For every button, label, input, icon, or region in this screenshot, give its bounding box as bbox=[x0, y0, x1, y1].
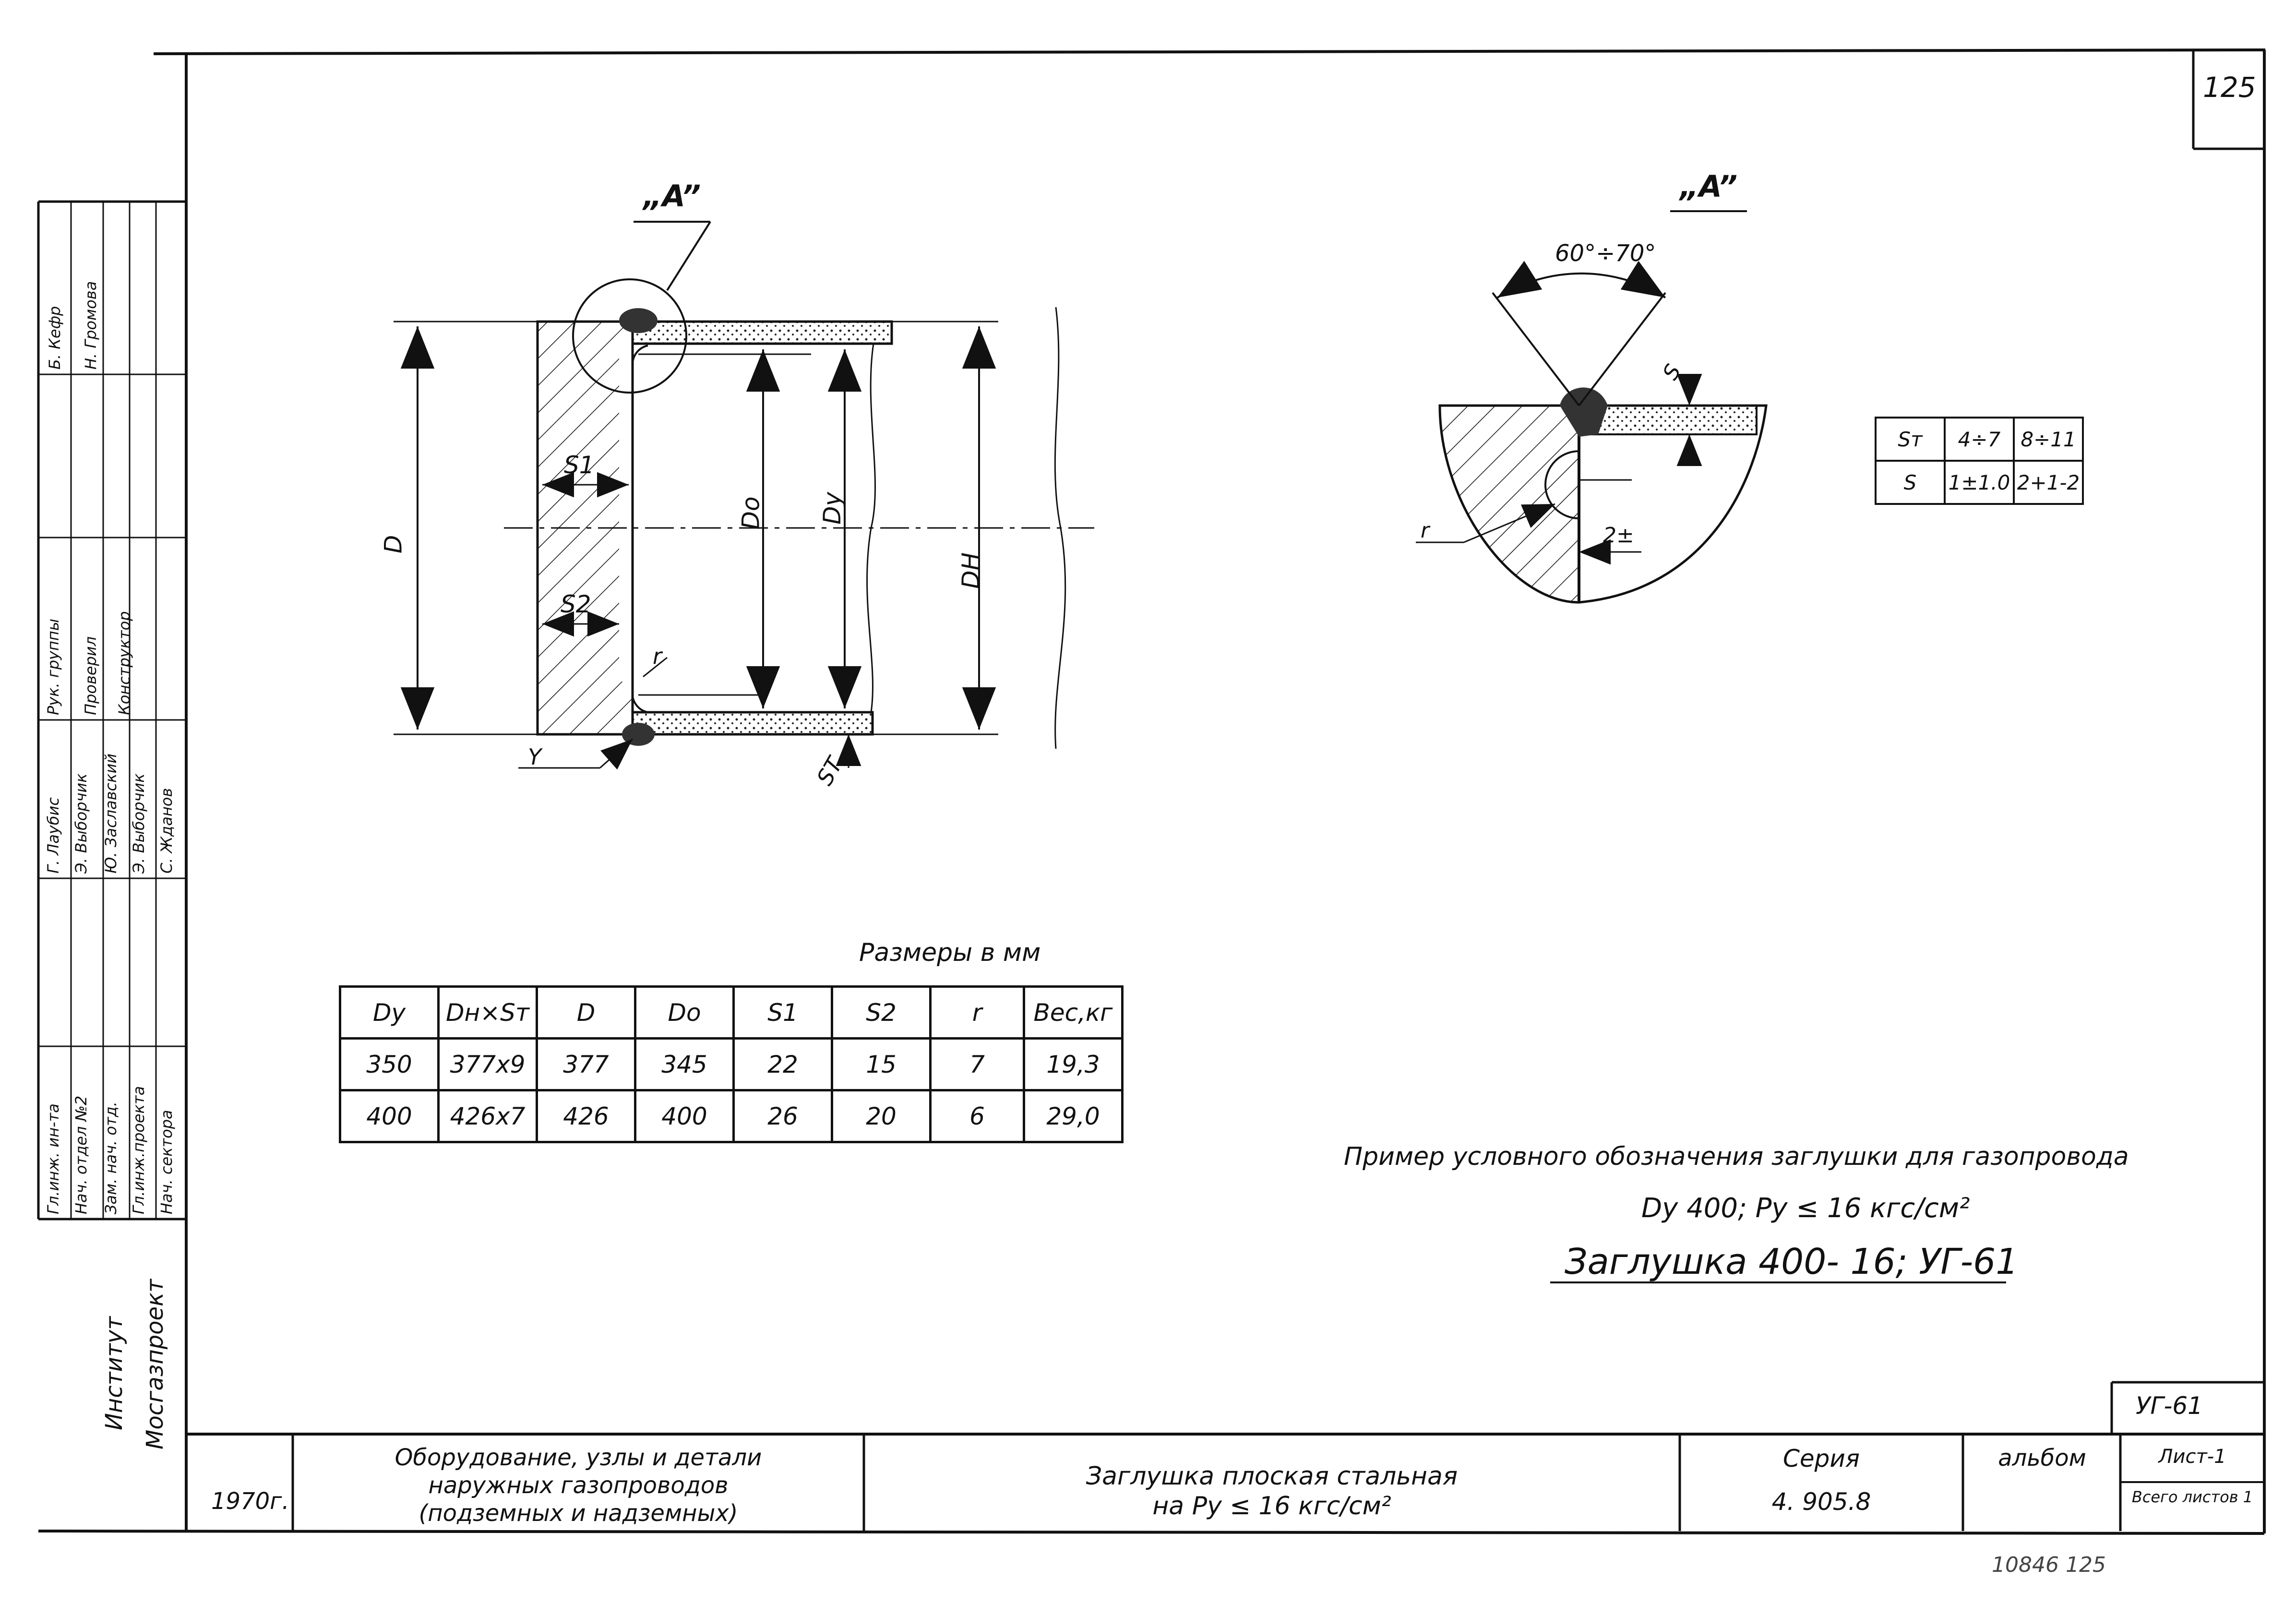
dim-st: ST bbox=[811, 753, 848, 790]
drawing-code: УГ-61 bbox=[2136, 1392, 2203, 1420]
column-header: r bbox=[931, 987, 1024, 1039]
table-row bbox=[340, 1090, 1123, 1142]
column-header: Do bbox=[635, 987, 734, 1039]
stamp-person: Г. Лаубис bbox=[44, 797, 62, 874]
table-row bbox=[340, 1039, 1123, 1090]
subject-line: наружных газопроводов bbox=[428, 1472, 729, 1499]
column-header: Вес,кг bbox=[1024, 987, 1123, 1039]
detail-dim-s: S bbox=[1658, 360, 1686, 384]
groove-angle-label: 60°÷70° bbox=[1555, 240, 1656, 267]
table-cell: 29,0 bbox=[1024, 1090, 1123, 1142]
detail-dim-r: r bbox=[1421, 518, 1430, 543]
table-cell: 345 bbox=[635, 1039, 734, 1090]
title-subject bbox=[298, 1444, 859, 1527]
detail-a-callout: „A” bbox=[643, 179, 701, 214]
title-year: 1970г. bbox=[211, 1488, 289, 1515]
table-cell: S bbox=[1876, 461, 1945, 504]
stamp-role: Нач. сектора bbox=[157, 1110, 176, 1214]
example-caption: Пример условного обозначения заглушки для газопровода bbox=[1344, 1142, 2129, 1171]
title-main bbox=[869, 1461, 1675, 1521]
stamp-person: Ю. Заславский bbox=[102, 753, 120, 874]
table-cell: 6 bbox=[931, 1090, 1024, 1142]
stamp-role: Гл.инж. ин-та bbox=[44, 1103, 62, 1214]
dim-dy: Dy bbox=[818, 491, 847, 525]
stamp-role: Проверил bbox=[82, 636, 100, 715]
dim-s2: S2 bbox=[561, 590, 591, 618]
table-cell: 7 bbox=[931, 1039, 1024, 1090]
example-designation: Заглушка 400- 16; УГ-61 bbox=[1565, 1241, 2019, 1282]
table-cell: 426 bbox=[537, 1090, 635, 1142]
subject-line: Оборудование, узлы и детали bbox=[395, 1444, 762, 1471]
stamp-role: Нач. отдел №2 bbox=[72, 1095, 90, 1214]
table-cell: 4÷7 bbox=[1945, 418, 2014, 461]
detail-a-view bbox=[1416, 211, 1766, 602]
sizes-note: Размеры в мм bbox=[859, 938, 1041, 967]
table-row bbox=[1876, 461, 2083, 504]
dim-dh: DH bbox=[957, 552, 985, 589]
example-params: Dy 400; Py ≤ 16 кгс/см² bbox=[1641, 1193, 1970, 1224]
series-value: 4. 905.8 bbox=[1771, 1488, 1871, 1516]
table-cell: 400 bbox=[340, 1090, 439, 1142]
table-cell: 8÷11 bbox=[2014, 418, 2083, 461]
subject-line: (подземных и надземных) bbox=[419, 1500, 738, 1527]
table-cell: 20 bbox=[832, 1090, 931, 1142]
column-header: S1 bbox=[734, 987, 832, 1039]
sheets-total-label: Всего листов 1 bbox=[2131, 1488, 2253, 1506]
title-line: на Py ≤ 16 кгс/см² bbox=[1152, 1492, 1391, 1520]
dim-do: Do bbox=[737, 496, 765, 530]
stamp-person: Э. Выборчик bbox=[72, 773, 90, 874]
institute-label: Институт bbox=[101, 1316, 128, 1430]
sheet-label: Лист-1 bbox=[2158, 1446, 2226, 1468]
archive-stamp: 10846 125 bbox=[1992, 1553, 2106, 1577]
table-cell: 377x9 bbox=[439, 1039, 537, 1090]
stamp-role: Конструктор bbox=[115, 611, 133, 715]
stamp-role: Зам. нач. отд. bbox=[102, 1101, 120, 1214]
detail-dim-gap: 2± bbox=[1603, 523, 1634, 548]
table-cell: 26 bbox=[734, 1090, 832, 1142]
table-cell: 1±1.0 bbox=[1945, 461, 2014, 504]
album-label: альбом bbox=[1998, 1445, 2086, 1472]
column-header: Dy bbox=[340, 987, 439, 1039]
column-header: S2 bbox=[832, 987, 931, 1039]
stamp-person: Б. Кефр bbox=[46, 306, 64, 370]
table-cell: 19,3 bbox=[1024, 1039, 1123, 1090]
table-cell: 22 bbox=[734, 1039, 832, 1090]
table-cell: 350 bbox=[340, 1039, 439, 1090]
institute-name: Мосгазпроект bbox=[142, 1279, 168, 1449]
page-number: 125 bbox=[2203, 71, 2256, 104]
table-cell: 15 bbox=[832, 1039, 931, 1090]
table-cell: 426x7 bbox=[439, 1090, 537, 1142]
table-cell: Sт bbox=[1876, 418, 1945, 461]
stamp-person: Н. Громова bbox=[82, 281, 100, 370]
stamp-role: Гл.инж.проекта bbox=[130, 1086, 148, 1214]
dim-s1: S1 bbox=[564, 451, 595, 479]
table-cell: 2+1-2 bbox=[2014, 461, 2083, 504]
weld-size-table bbox=[1875, 417, 2084, 505]
table-cell: 377 bbox=[537, 1039, 635, 1090]
column-header: Dн×Sт bbox=[439, 987, 537, 1039]
dim-d: D bbox=[379, 535, 407, 554]
stamp-role: Рук. группы bbox=[44, 618, 62, 715]
table-header-row bbox=[340, 987, 1123, 1039]
column-header: D bbox=[537, 987, 635, 1039]
dimensions-table bbox=[339, 985, 1124, 1143]
stamp-person: С. Жданов bbox=[157, 788, 176, 874]
table-cell: 400 bbox=[635, 1090, 734, 1142]
sheet-frame bbox=[38, 50, 2265, 1533]
stamp-person: Э. Выборчик bbox=[130, 773, 148, 874]
table-row bbox=[1876, 418, 2083, 461]
series-label: Серия bbox=[1783, 1445, 1860, 1472]
detail-a-title: „A” bbox=[1680, 169, 1738, 204]
dim-r: r bbox=[653, 643, 662, 669]
title-line: Заглушка плоская стальная bbox=[1086, 1462, 1458, 1491]
weld-label-y: Y bbox=[528, 744, 542, 770]
main-section-view bbox=[394, 222, 1094, 768]
